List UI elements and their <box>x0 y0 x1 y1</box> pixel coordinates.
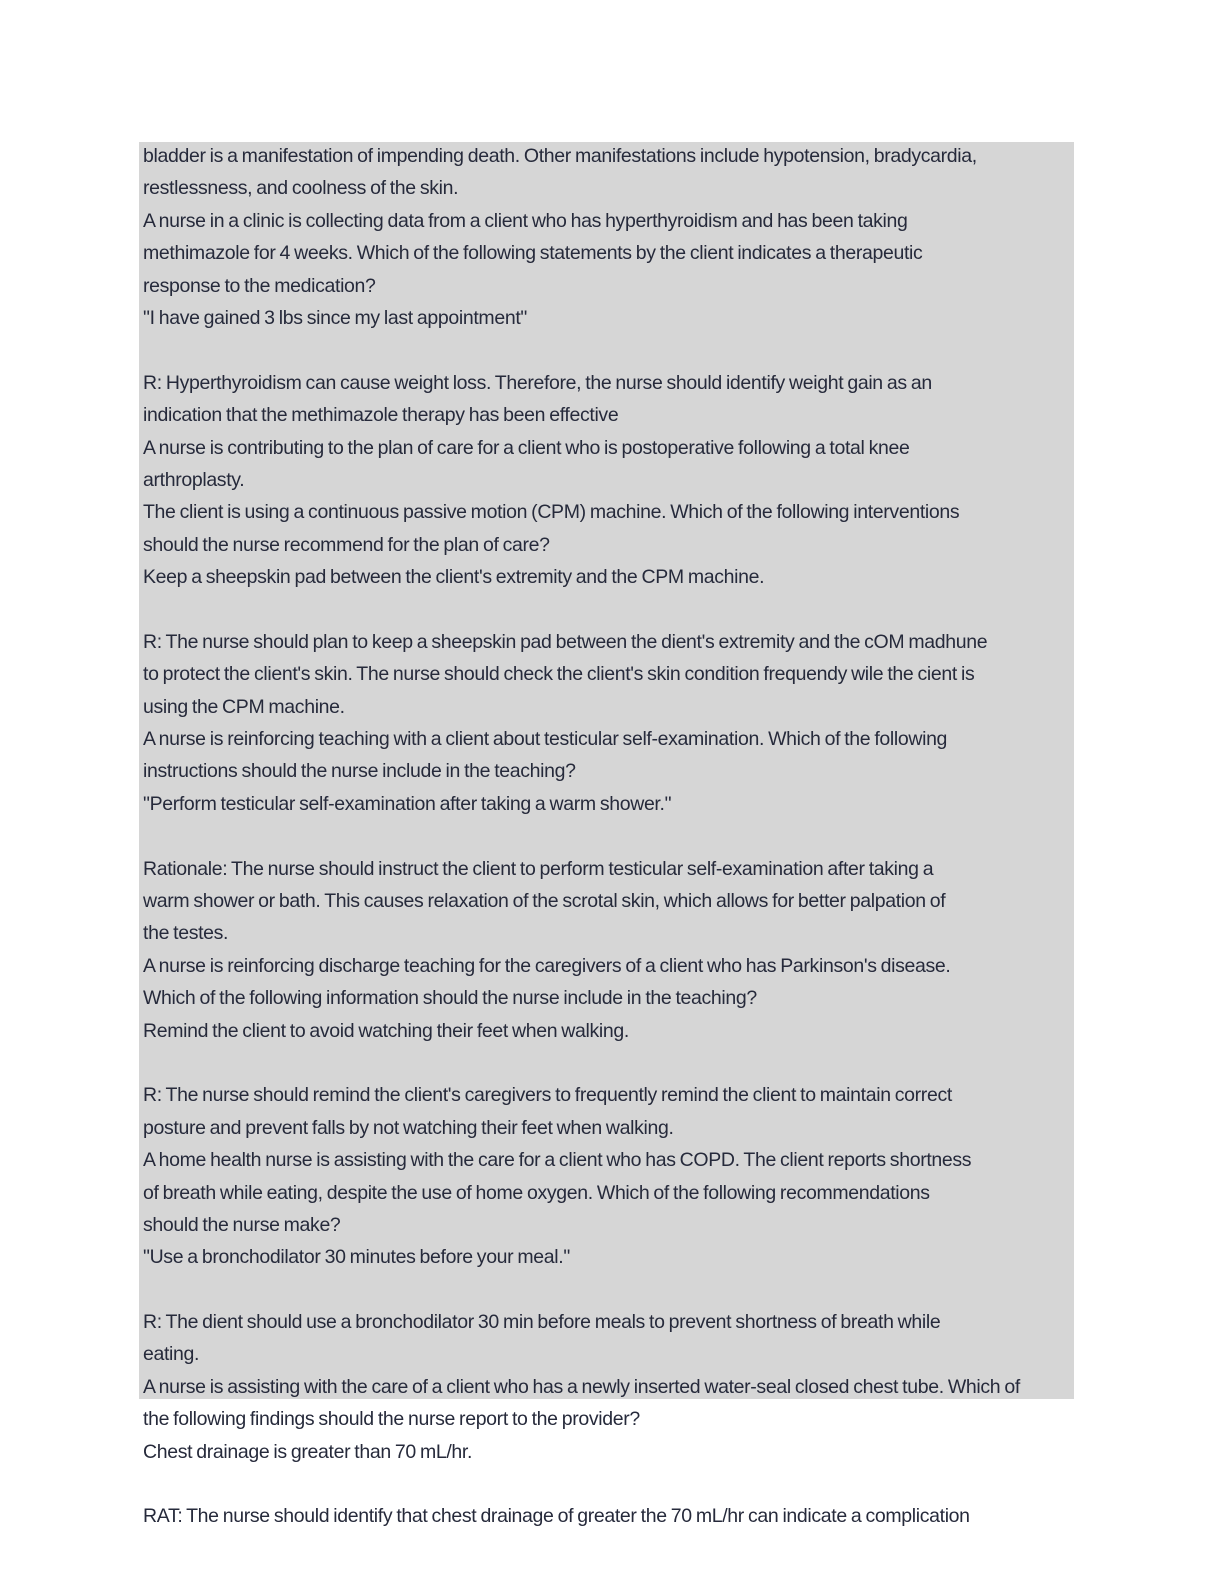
text-line: Remind the client to avoid watching their feet when walking. <box>143 1019 629 1042</box>
text-line: restlessness, and coolness of the skin. <box>143 177 459 200</box>
text-line: response to the medication? <box>143 274 376 297</box>
text-line: the testes. <box>143 922 229 945</box>
text-line: RAT: The nurse should identify that chest drainage of greater the 70 mL/hr can indicate a complication <box>143 1505 970 1528</box>
text-line: should the nurse make? <box>143 1213 341 1236</box>
text-line: eating. <box>143 1343 200 1366</box>
text-line: Rationale: The nurse should instruct the client to perform testicular self-examination after taking a <box>143 857 934 880</box>
blank-line <box>143 1274 1103 1306</box>
text-line: A home health nurse is assisting with the care for a client who has COPD. The client reports shortness <box>143 1149 972 1172</box>
text-line: arthroplasty. <box>143 468 245 491</box>
text-line: using the CPM machine. <box>143 695 345 718</box>
text-line: to protect the client's skin. The nurse should check the client's skin condition frequendy wile the cient is <box>143 663 975 686</box>
text-line: Keep a sheepskin pad between the client's extremity and the CPM machine. <box>143 566 765 589</box>
text-line: bladder is a manifestation of impending death. Other manifestations include hypotension, bradycardia, <box>143 145 977 167</box>
blank-line <box>143 820 1103 852</box>
text-line: Chest drainage is greater than 70 mL/hr. <box>143 1440 473 1463</box>
text-line: posture and prevent falls by not watching their feet when walking. <box>143 1116 674 1139</box>
text-line: R: The dient should use a bronchodilator 30 min before meals to prevent shortness of breath while <box>143 1311 941 1334</box>
text-line: of breath while eating, despite the use of home oxygen. Which of the following recommendations <box>143 1181 930 1204</box>
text-line: A nurse is reinforcing discharge teaching for the caregivers of a client who has Parkinson's disease. <box>143 954 951 977</box>
text-line: "I have gained 3 lbs since my last appointment" <box>143 306 527 329</box>
blank-line <box>143 1468 1103 1500</box>
text-line: R: The nurse should plan to keep a sheepskin pad between the dient's extremity and the cOM madhune <box>143 630 988 653</box>
text-line: A nurse is contributing to the plan of care for a client who is postoperative following a total knee <box>143 436 910 459</box>
text-line: "Use a bronchodilator 30 minutes before your meal." <box>143 1246 570 1269</box>
text-line: the following findings should the nurse report to the provider? <box>143 1408 640 1431</box>
text-line: The client is using a continuous passive motion (CPM) machine. Which of the following interventions <box>143 501 960 524</box>
blank-line <box>143 334 1103 366</box>
text-line: Which of the following information should the nurse include in the teaching? <box>143 987 757 1010</box>
document-body <box>143 140 1103 1533</box>
text-line: "Perform testicular self-examination after taking a warm shower." <box>143 792 672 815</box>
text-line: indication that the methimazole therapy has been effective <box>143 404 619 427</box>
text-line: R: Hyperthyroidism can cause weight loss. Therefore, the nurse should identify weight gain as an <box>143 371 932 394</box>
text-line: A nurse in a clinic is collecting data from a client who has hyperthyroidism and has been taking <box>143 209 908 232</box>
text-line: A nurse is reinforcing teaching with a client about testicular self-examination. Which of the following <box>143 728 948 751</box>
blank-line <box>143 593 1103 625</box>
text-line: instructions should the nurse include in the teaching? <box>143 760 576 783</box>
text-line: R: The nurse should remind the client's caregivers to frequently remind the client to maintain correct <box>143 1084 952 1107</box>
text-line: should the nurse recommend for the plan of care? <box>143 533 550 556</box>
text-line: methimazole for 4 weeks. Which of the following statements by the client indicates a therapeutic <box>143 242 923 265</box>
text-line: A nurse is assisting with the care of a client who has a newly inserted water-seal closed chest tube. Which of <box>143 1375 1020 1398</box>
text-line: warm shower or bath. This causes relaxation of the scrotal skin, which allows for better palpation of <box>143 889 946 912</box>
blank-line <box>143 1047 1103 1079</box>
